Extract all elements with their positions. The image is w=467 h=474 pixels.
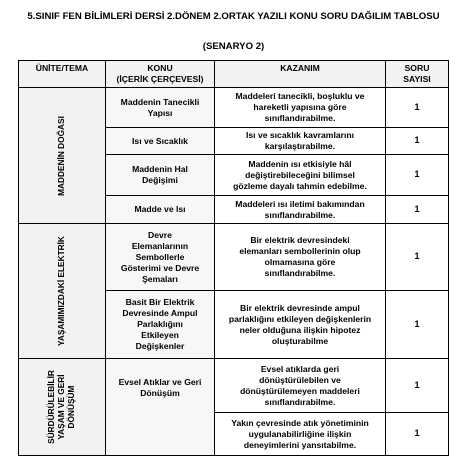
header-kazanim: KAZANIM: [215, 61, 386, 88]
document-subtitle: (SENARYO 2): [202, 41, 265, 52]
soru-sayisi-cell: 1: [386, 155, 449, 196]
table-row: [19, 88, 449, 128]
konu-cell: Isı ve Sıcaklık: [106, 128, 215, 155]
unit-label: YAŞAMIMIZDAKİ ELEKTRİK: [56, 236, 67, 346]
konu-cell: Basit Bir Elektrik Devresinde Ampul Parlaklığını Etkileyen Değişkenler: [106, 291, 215, 359]
table-row: [19, 359, 449, 413]
topic-distribution-table: [18, 60, 449, 456]
unit-cell-surdurulebilir-yasam: [19, 359, 106, 456]
konu-cell: Maddenin Hal Değişimi: [106, 155, 215, 196]
kazanim-cell: Isı ve sıcaklık kavramlarını karşılaştırabilme.: [215, 128, 386, 155]
table-row: [19, 224, 449, 291]
unit-label: SÜRDÜRÜLEBİLİR YAŞAM VE GERİ DÖNÜŞÜM: [46, 370, 76, 444]
header-soru-sayisi: SORU SAYISI: [386, 61, 449, 88]
kazanim-cell: Bir elektrik devresinde ampul parlaklığını etkileyen değişkenlerin neler olduğuna ilişkin hipotez oluşturabilme: [215, 291, 386, 359]
kazanim-cell: Maddenin ısı etkisiyle hâl değiştirebileceğini bilimsel gözleme dayalı tahmin edebilme.: [215, 155, 386, 196]
unit-cell-yasamimizdaki-elektrik: [19, 224, 106, 359]
header-konu: KONU (İÇERİK ÇERÇEVESİ): [106, 61, 215, 88]
kazanim-cell: Bir elektrik devresindeki elemanları sembollerinin olup olmamasına göre sınıflandırabilme.: [215, 224, 386, 291]
soru-sayisi-cell: 1: [386, 413, 449, 456]
table-header-row: [19, 61, 449, 88]
konu-cell: Evsel Atıklar ve Geri Dönüşüm: [106, 359, 215, 456]
konu-cell: Maddenin Tanecikli Yapısı: [106, 88, 215, 128]
soru-sayisi-cell: 1: [386, 128, 449, 155]
unit-cell-maddenin-dogasi: [19, 88, 106, 224]
kazanim-cell: Maddeleri ısı iletimi bakımından sınıflandırabilme.: [215, 196, 386, 224]
soru-sayisi-cell: 1: [386, 88, 449, 128]
soru-sayisi-cell: 1: [386, 359, 449, 413]
unit-label: MADDENİN DOĞASI: [56, 115, 67, 196]
konu-cell: Devre Elemanlarının Sembollerle Gösterimi ve Devre Şemaları: [106, 224, 215, 291]
header-unite: ÜNİTE/TEMA: [19, 61, 106, 88]
soru-sayisi-cell: 1: [386, 291, 449, 359]
document-title: 5.SINIF FEN BİLİMLERİ DERSİ 2.DÖNEM 2.ORTAK YAZILI KONU SORU DAĞILIM TABLOSU: [27, 11, 440, 22]
soru-sayisi-cell: 1: [386, 224, 449, 291]
kazanim-cell: Yakın çevresinde atık yönetiminin uygulanabilirliğine ilişkin deneyimlerini yansıtabilme.: [215, 413, 386, 456]
kazanim-cell: Maddeleri tanecikli, boşluklu ve hareketli yapısına göre sınıflandırabilme.: [215, 88, 386, 128]
konu-cell: Madde ve Isı: [106, 196, 215, 224]
soru-sayisi-cell: 1: [386, 196, 449, 224]
kazanim-cell: Evsel atıklarda geri dönüştürülebilen ve dönüştürülemeyen maddeleri sınıflandırabilme.: [215, 359, 386, 413]
